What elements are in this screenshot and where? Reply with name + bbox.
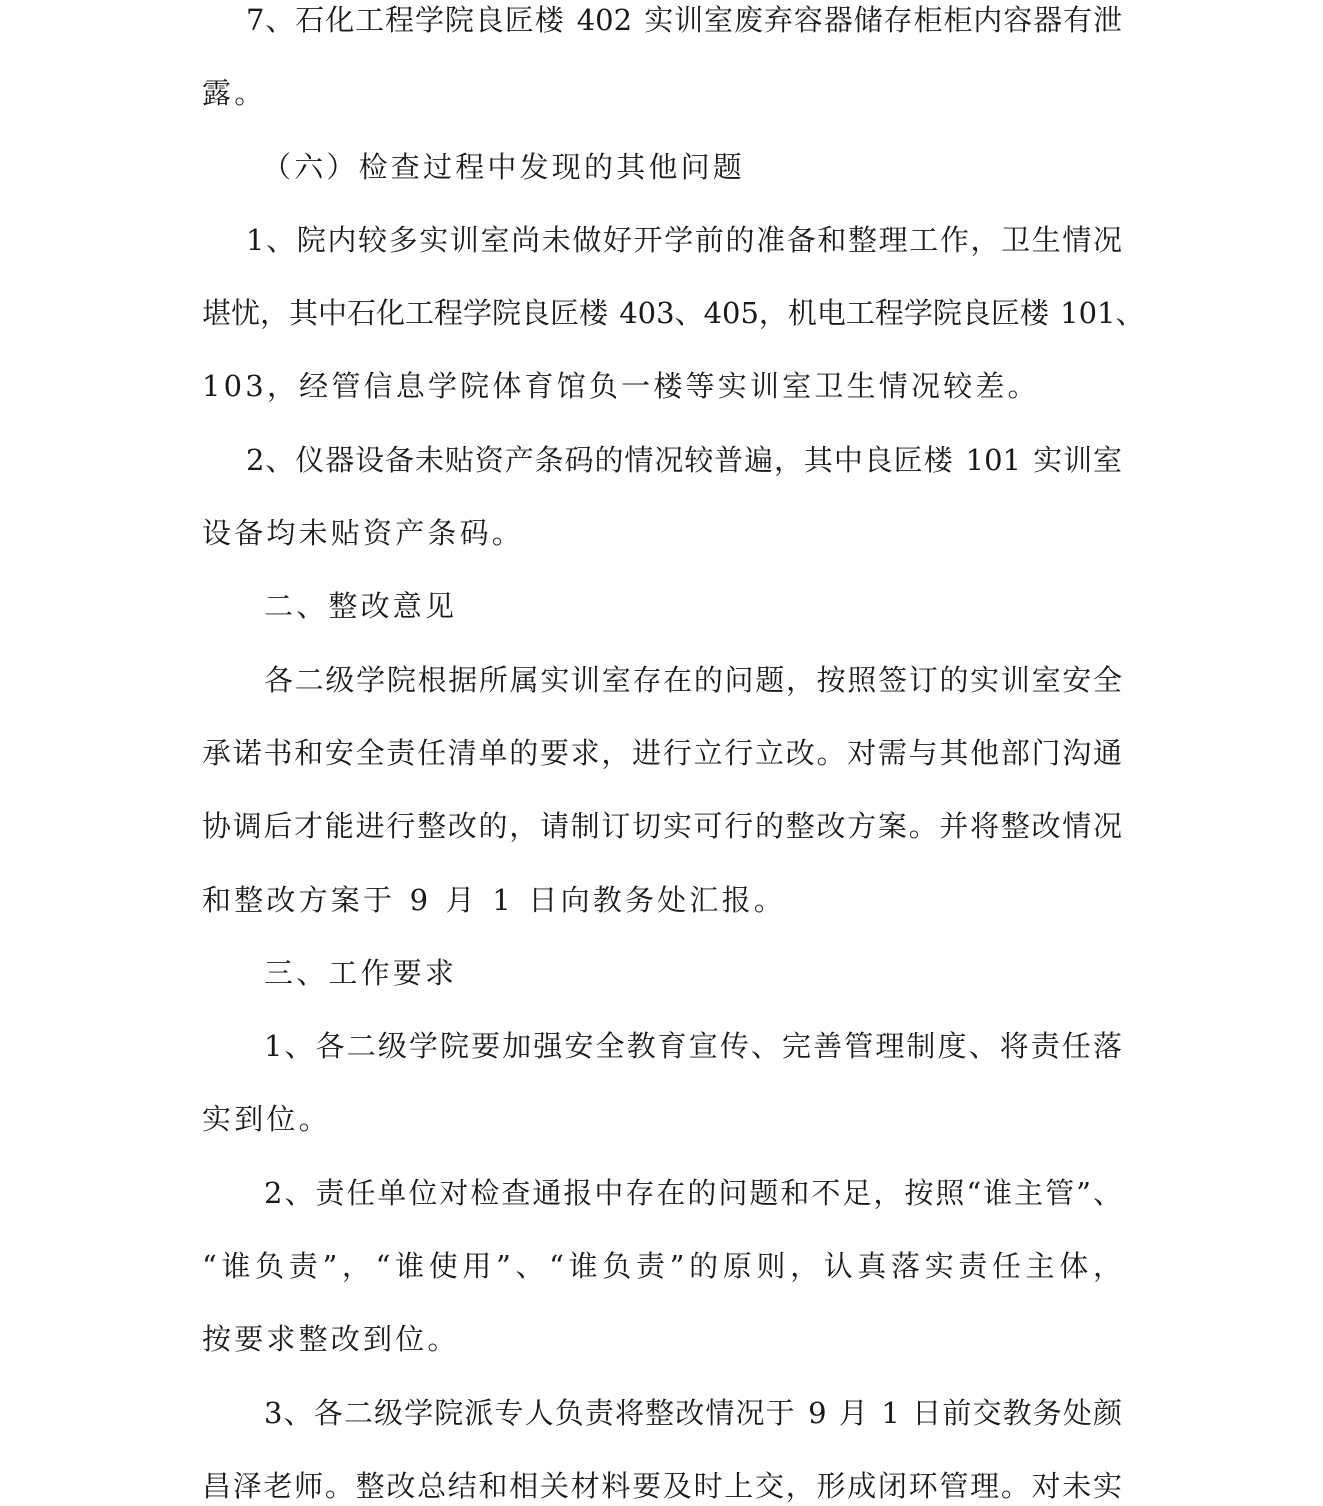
requirement-3-line-1: 3、各二级学院派专人负责将整改情况于 9 月 1 日前交教务处颜 (264, 1395, 1122, 1430)
section-6-heading: （六）检查过程中发现的其他问题 (262, 149, 746, 184)
other-issue-2-line-1: 2、仪器设备未贴资产条码的情况较普遍，其中良匠楼 101 实训室 (246, 442, 1122, 477)
requirement-1-line-1: 1、各二级学院要加强安全教育宣传、完善管理制度、将责任落 (264, 1029, 1122, 1064)
rectification-para-line-1: 各二级学院根据所属实训室存在的问题，按照签订的实训室安全 (264, 662, 1122, 697)
rectification-para-line-4: 和整改方案于 9 月 1 日向教务处汇报。 (202, 882, 786, 917)
other-issue-1-line-3: 103，经管信息学院体育馆负一楼等实训室卫生情况较差。 (202, 369, 1040, 404)
requirements-heading: 三、工作要求 (264, 955, 458, 990)
requirement-1-line-2: 实到位。 (202, 1102, 331, 1137)
other-issue-2-line-2: 设备均未贴资产条码。 (202, 516, 525, 551)
item-7-line-2: 露。 (202, 76, 267, 111)
requirement-2-line-3: 按要求整改到位。 (202, 1322, 460, 1357)
requirement-2-line-1: 2、责任单位对检查通报中存在的问题和不足，按照“谁主管”、 (264, 1175, 1122, 1210)
rectification-para-line-2: 承诺书和安全责任清单的要求，进行立行立改。对需与其他部门沟通 (202, 735, 1122, 770)
other-issue-1-line-2: 堪忧，其中石化工程学院良匠楼 403、405，机电工程学院良匠楼 101、 (202, 296, 1145, 331)
document-body (202, 0, 1145, 1506)
rectification-para-line-3: 协调后才能进行整改的，请制订切实可行的整改方案。并将整改情况 (202, 809, 1122, 844)
item-7-line-1: 7、石化工程学院良匠楼 402 实训室废弃容器储存柜柜内容器有泄 (246, 3, 1122, 37)
other-issue-1-line-1: 1、院内较多实训室尚未做好开学前的准备和整理工作，卫生情况 (246, 222, 1122, 257)
requirement-3-line-2: 昌泽老师。整改总结和相关材料要及时上交，形成闭环管理。对未实 (202, 1468, 1122, 1503)
requirement-2-line-2: “谁负责”，“谁使用”、“谁负责”的原则，认真落实责任主体， (202, 1249, 1122, 1284)
rectification-heading: 二、整改意见 (264, 589, 458, 624)
